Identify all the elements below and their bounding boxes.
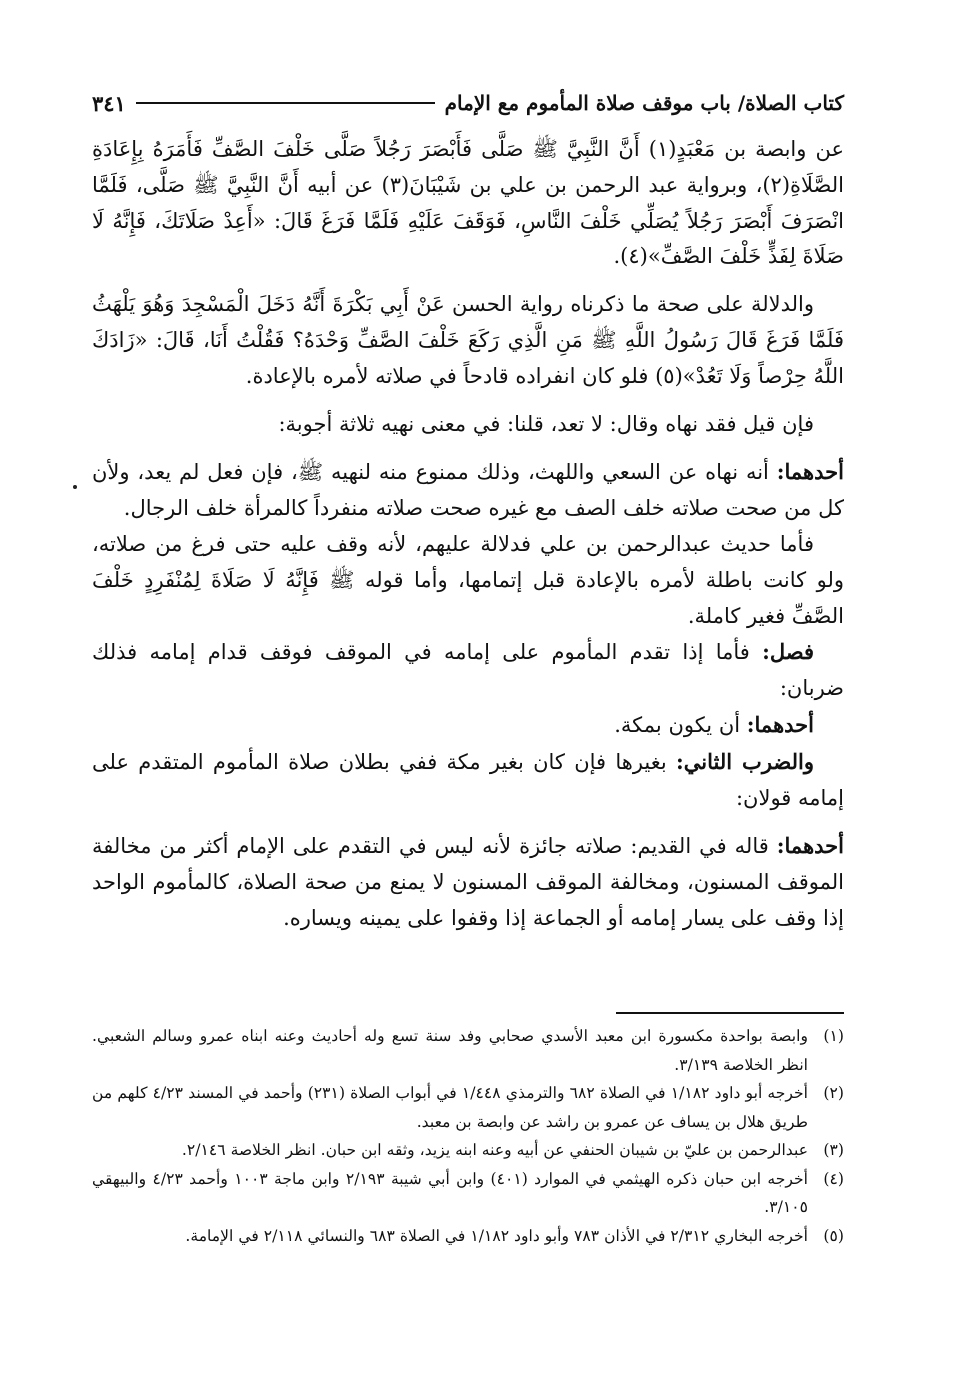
footnote-text: وابصة بواحدة مكسورة ابن معبد الأسدي صحابي وفد سنة تسع وله أحاديث وعنه ابناه عمرو وسالم الشعبي. انظر الخلاصة ٣/١٣٩. bbox=[92, 1027, 808, 1074]
header-rule bbox=[136, 102, 435, 104]
paragraph-first-type: أحدهما: أن يكون بمكة. bbox=[614, 711, 814, 737]
footnote bbox=[92, 1022, 844, 1079]
paragraph-objection: فإن قيل فقد نهاه وقال: لا تعد، قلنا: في معنى نهيه ثلاثة أجوبة: bbox=[278, 411, 814, 436]
lead-term: أحدهما: bbox=[776, 833, 844, 859]
footnote bbox=[92, 1222, 844, 1251]
footnote-text: أخرجه ابن حبان ذكره الهيثمي في الموارد (٤٠١) وابن أبي شيبة ٢/١٩٣ وابن ماجة ١٠٠٣ وأحمد ٤/٢٣ والبيهقي ٣/١٠٥. bbox=[92, 1169, 808, 1216]
footnote-number: (٢) bbox=[823, 1084, 844, 1102]
footnote-number: (٣) bbox=[823, 1141, 844, 1159]
footnote-text: أخرجه البخاري ٢/٣١٢ في الأذان ٧٨٣ وأبو داود ١/١٨٢ في الصلاة ٦٨٣ والنسائي ٢/١١٨ في الإمامة. bbox=[185, 1226, 808, 1245]
chapter-title: كتاب الصلاة/ باب موقف صلاة المأموم مع الإمام bbox=[444, 91, 844, 115]
footnote-separator bbox=[616, 1012, 844, 1014]
lead-term: أحدهما: bbox=[776, 459, 844, 485]
footnotes bbox=[92, 1022, 844, 1250]
paragraph-wabisa-hadith: عن وابصة بن مَعْبَدٍ(١) أَنَّ النَّبِيَّ ﷺ صَلَّى فَأَبْصَرَ رَجُلاً صَلَّى خَلْفَ الصَّفِّ فَأَمَرَهُ بِإِعَادَةِ الصَّلَاةِ(٢)، وبرواية عبد الرحمن بن علي بن شَيْبَانَ(٣) عن أبيه أَنَّ النَّبِيَّ ﷺ صَلَّى، فَلَمَّا انْصَرَفَ أَبْصَرَ رَجُلاً يُصَلِّي خَلْفَ النَّاسِ، فَوَقَفَ عَلَيْهِ فَلَمَّا فَرَغَ قَالَ: «أَعِدْ صَلَاتَكَ، فَإِنَّهُ لَا صَلَاةَ لِفَذٍّ خَلْفَ الصَّفِّ»(٤). bbox=[92, 137, 844, 269]
footnote-number: (٥) bbox=[823, 1226, 844, 1245]
footnote-text: أخرجه أبو داود ١/١٨٢ في الصلاة ٦٨٢ والترمذي ١/٤٤٨ في أبواب الصلاة (٢٣١) وأحمد في المسند ٤/٢٣ كلهم من طريق هلال بن يساف عن عمرو بن راشد عن وابصة بن معبد. bbox=[92, 1084, 809, 1131]
lead-term: والضرب الثاني: bbox=[676, 748, 814, 774]
main-text bbox=[92, 132, 844, 937]
paragraph-section-fasl: فصل: فأما إذا تقدم المأموم على إمامه في الموقف فوقف قدام إمامه فذلك ضربان: bbox=[92, 639, 844, 701]
footnote-text: عبدالرحمن بن عليّ بن شيبان الحنفي عن أبيه وعنه ابنه يزيد، وثقه ابن حبان. انظر الخلاصة ٢/١٤٦. bbox=[181, 1141, 808, 1159]
paragraph-old-opinion: أحدهما: قاله في القديم: صلاته جائزة لأنه ليس في التقدم على الإمام أكثر من مخالفة الموقف المسنون، ومخالفة الموقف المسنون لا يمنع من صحة الصلاة، كالمأموم الواحد إذا وقف على يسار إمامه أو الجماعة إذا وقفوا على يمينه ويساره. bbox=[92, 833, 844, 930]
footnote bbox=[92, 1136, 844, 1165]
margin-dot bbox=[73, 485, 77, 489]
footnote bbox=[92, 1165, 844, 1222]
footnote-number: (٤) bbox=[823, 1169, 844, 1188]
running-header bbox=[92, 86, 844, 120]
footnote-number: (١) bbox=[823, 1027, 844, 1045]
lead-term: فصل: bbox=[762, 639, 814, 665]
paragraph-abu-bakra-evidence: والدلالة على صحة ما ذكرناه رواية الحسن عَنْ أَبِي بَكْرَةَ أَنَّهُ دَخَلَ الْمَسْجِدَ وَهُوَ يَلْهَثُ فَلَمَّا فَرَغَ قَالَ رَسُولُ اللَّهِ ﷺ مَنِ الَّذِي رَكَعَ خَلْفَ الصَّفِّ وَحْدَهُ؟ فَقُلْتُ أَنَا، قَالَ: «زَادَكَ اللَّهُ حِرْصاً وَلَا تَعُدْ»(٥) فلو كان انفراده قادحاً في صلاته لأمره بالإعادة. bbox=[92, 292, 844, 388]
paragraph-first-answer: أحدهما: أنه نهاه عن السعي واللهث، وذلك ممنوع منه لنهيه ﷺ، فإن فعل لم يعد، ولأن كل من صحت صلاته خلف الصف مع غيره صحت صلاته منفرداً كالمرأة خلف الرجال. bbox=[92, 459, 844, 521]
paragraph-abdulrahman-hadith: فأما حديث عبدالرحمن بن علي فدلالة عليهم، لأنه وقف عليه حتى فرغ من صلاته، ولو كانت باطلة لأمره بالإعادة قبل إتمامها، وأما قوله ﷺ فَإِنَّهُ لَا صَلَاةَ لِمُنْفَرِدٍ خَلْفَ الصَّفِّ فغير كاملة. bbox=[92, 531, 844, 628]
lead-term: أحدهما: bbox=[746, 711, 814, 737]
paragraph-second-type: والضرب الثاني: بغيرها فإن كان بغير مكة ففي بطلان صلاة المأموم المتقدم على إمامه قولان: bbox=[92, 748, 844, 810]
page-number: ٣٤١ bbox=[92, 90, 126, 116]
footnote bbox=[92, 1079, 844, 1136]
